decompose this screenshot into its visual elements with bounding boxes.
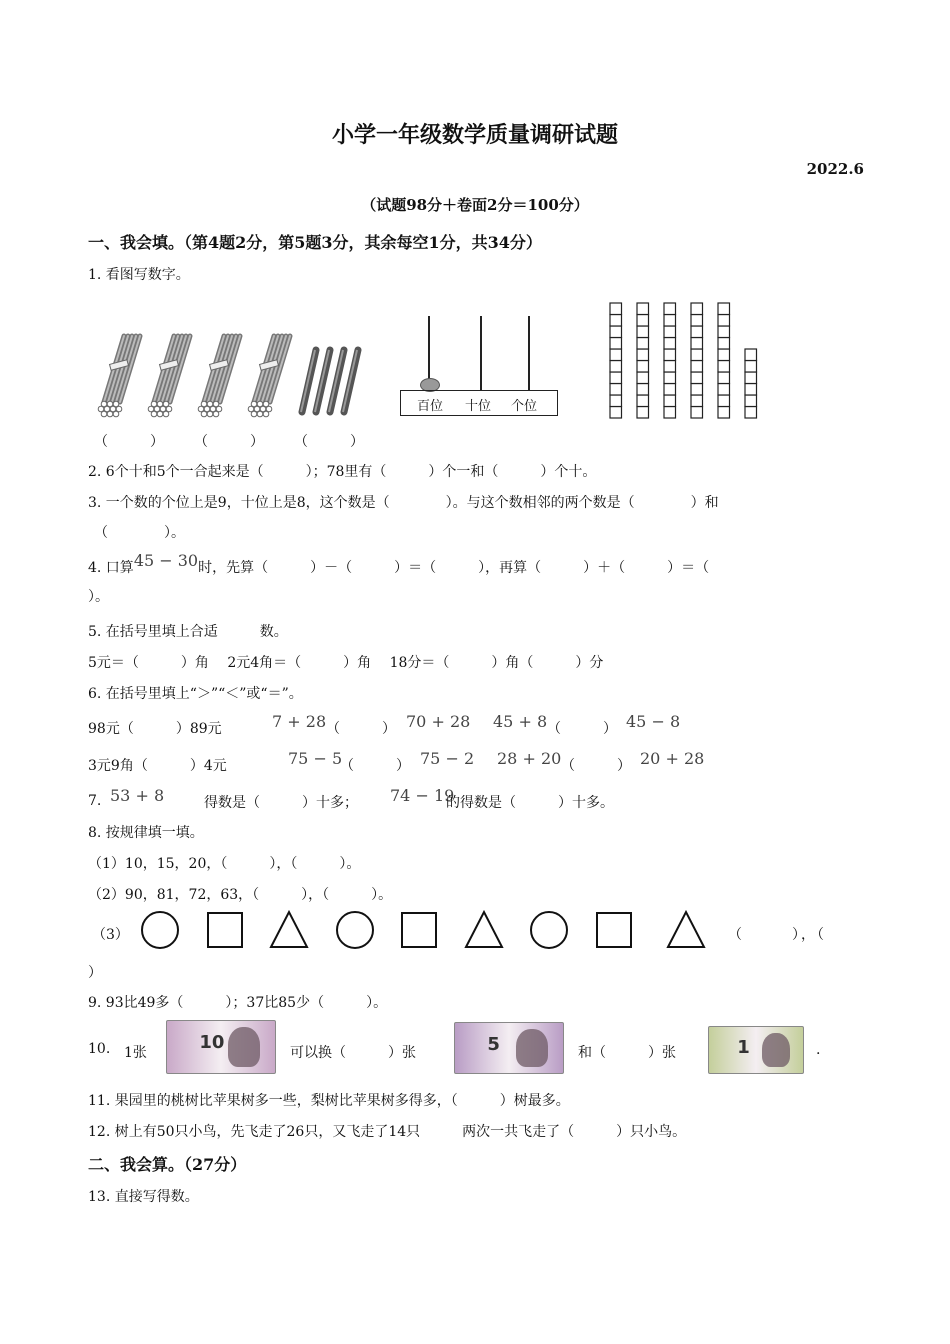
q7-expr-2: 74 − 19 <box>390 786 455 805</box>
q8-part-2: （2）90，81，72，63，（ ），（ ）。 <box>88 887 393 903</box>
q8-part-1: （1）10，15，20，（ ），（ ）。 <box>88 856 361 872</box>
ten-yuan-note <box>166 1020 276 1074</box>
q6-row-2-blank-1[interactable]: （ ） <box>340 758 410 774</box>
five-yuan-note <box>454 1022 564 1074</box>
square-shape <box>597 913 631 947</box>
q10-end: . <box>816 1042 821 1058</box>
abacus-rod-ones <box>528 316 530 390</box>
abacus-label-hundreds: 百位 <box>417 399 444 414</box>
q8-part-3-label: （3） <box>92 927 129 943</box>
portrait-icon <box>762 1033 790 1068</box>
cube-column <box>664 303 676 418</box>
stick-bundles-figure <box>96 332 366 422</box>
question-6: 6. 在括号里填上“＞”“＜”或“＝”。 <box>88 686 303 702</box>
q8-part-3-end: ） <box>88 965 102 981</box>
triangle-shape <box>271 912 307 947</box>
page-title: 小学一年级数学质量调研试题 <box>331 122 618 148</box>
question-4-line-2: ）。 <box>88 589 109 605</box>
abacus-label-ones: 个位 <box>511 399 538 414</box>
q10-text-1: 1张 <box>124 1045 147 1061</box>
q6-row-2-expr-1: 75 − 5 <box>288 749 343 768</box>
exam-date: 2022.6 <box>806 160 864 178</box>
q7-text-2: 的得数是（ ）十多。 <box>446 795 614 811</box>
abacus-label-tens: 十位 <box>465 399 492 414</box>
question-13: 13. 直接写得数。 <box>88 1189 199 1205</box>
triangle-shape <box>668 912 704 947</box>
q6-row-1-money: 98元（ ）89元 <box>88 721 222 737</box>
stick-bundle <box>198 336 240 417</box>
cube-column <box>610 303 622 418</box>
question-12: 12. 树上有50只小鸟，先飞走了26只，又飞走了14只 两次一共飞走了（ ）只小鸟。 <box>88 1124 687 1140</box>
q8-part-3-blanks[interactable]: （ ），（ <box>728 927 826 943</box>
square-shape <box>208 913 242 947</box>
q7-expr-1: 53 + 8 <box>110 786 165 805</box>
circle-shape <box>142 912 178 948</box>
q7-text-1: 得数是（ ）十多； <box>204 795 358 811</box>
question-11: 11. 果园里的桃树比苹果树多一些，梨树比苹果树多得多，（ ）树最多。 <box>88 1093 570 1109</box>
q6-row-2-blank-2[interactable]: （ ） <box>561 758 631 774</box>
portrait-icon <box>516 1029 548 1067</box>
cube-column <box>691 303 703 418</box>
section-2-heading: 二、我会算。（27分） <box>88 1155 247 1174</box>
score-note: （试题98分＋卷面2分＝100分） <box>361 196 589 214</box>
q7-number: 7. <box>88 793 102 809</box>
bill-denomination: 10 <box>199 1032 225 1054</box>
bill-denomination: 1 <box>737 1037 750 1059</box>
q4-expression: 45 − 30 <box>133 551 199 570</box>
triangle-shape <box>466 912 502 947</box>
abacus-rod-tens <box>480 316 482 390</box>
bill-denomination: 5 <box>487 1034 500 1055</box>
q6-row-2-money: 3元9角（ ）4元 <box>88 758 227 774</box>
q6-row-1-blank-1[interactable]: （ ） <box>326 721 396 737</box>
square-shape <box>402 913 436 947</box>
circle-shape <box>531 912 567 948</box>
q6-row-1-expr-2: 70 + 28 <box>406 712 471 731</box>
cube-column <box>745 349 757 418</box>
circle-shape <box>337 912 373 948</box>
q1-blank-3[interactable]: （ ） <box>294 434 364 450</box>
question-5-blanks: 5元＝（ ）角 2元4角＝（ ）角 18分＝（ ）角（ ）分 <box>88 655 604 671</box>
question-4 <box>88 551 710 577</box>
shape-pattern <box>136 908 716 952</box>
cube-column <box>637 303 649 418</box>
question-1: 1. 看图写数字。 <box>88 267 190 283</box>
question-2: 2. 6个十和5个一合起来是（ ）；78里有（ ）个一和（ ）个十。 <box>88 464 597 480</box>
question-9: 9. 93比49多（ ）；37比85少（ ）。 <box>88 995 388 1011</box>
abacus-figure <box>400 316 560 420</box>
q10-text-3: 和（ ）张 <box>578 1045 676 1061</box>
q6-row-1-expr-4: 45 − 8 <box>626 712 681 731</box>
stick-bundle <box>148 336 190 417</box>
q1-blank-1[interactable]: （ ） <box>94 434 164 450</box>
question-8: 8. 按规律填一填。 <box>88 825 204 841</box>
stick-bundle <box>98 336 140 417</box>
q4-suffix: 时，先算（ ）－（ ）＝（ ），再算（ ）＋（ ）＝（ <box>198 560 710 576</box>
section-1-heading: 一、我会填。（第4题2分，第5题3分，其余每空1分，共34分） <box>88 233 542 252</box>
q10-number: 10. <box>88 1041 111 1057</box>
abacus-base <box>400 390 558 416</box>
one-yuan-note <box>708 1026 804 1074</box>
portrait-icon <box>228 1027 260 1067</box>
question-3-line-1: 3. 一个数的个位上是9，十位上是8，这个数是（ ）。与这个数相邻的两个数是（ ）和 <box>88 495 719 511</box>
q4-prefix: 4. 口算 <box>88 560 134 576</box>
stick-bundle <box>248 336 290 417</box>
q10-text-2: 可以换（ ）张 <box>290 1045 416 1061</box>
question-3-line-2: （ ）。 <box>94 525 185 541</box>
q1-blank-2[interactable]: （ ） <box>194 434 264 450</box>
q6-row-2-expr-3: 28 + 20 <box>497 749 562 768</box>
q6-row-1-blank-2[interactable]: （ ） <box>547 721 617 737</box>
question-5: 5. 在括号里填上合适 数。 <box>88 624 288 640</box>
q6-row-2-expr-4: 20 + 28 <box>640 749 705 768</box>
cube-column <box>718 303 730 418</box>
q6-row-1-expr-1: 7 + 28 <box>272 712 327 731</box>
cube-columns-figure <box>608 292 763 419</box>
q6-row-1-expr-3: 45 + 8 <box>493 712 548 731</box>
q6-row-2-expr-2: 75 − 2 <box>420 749 475 768</box>
